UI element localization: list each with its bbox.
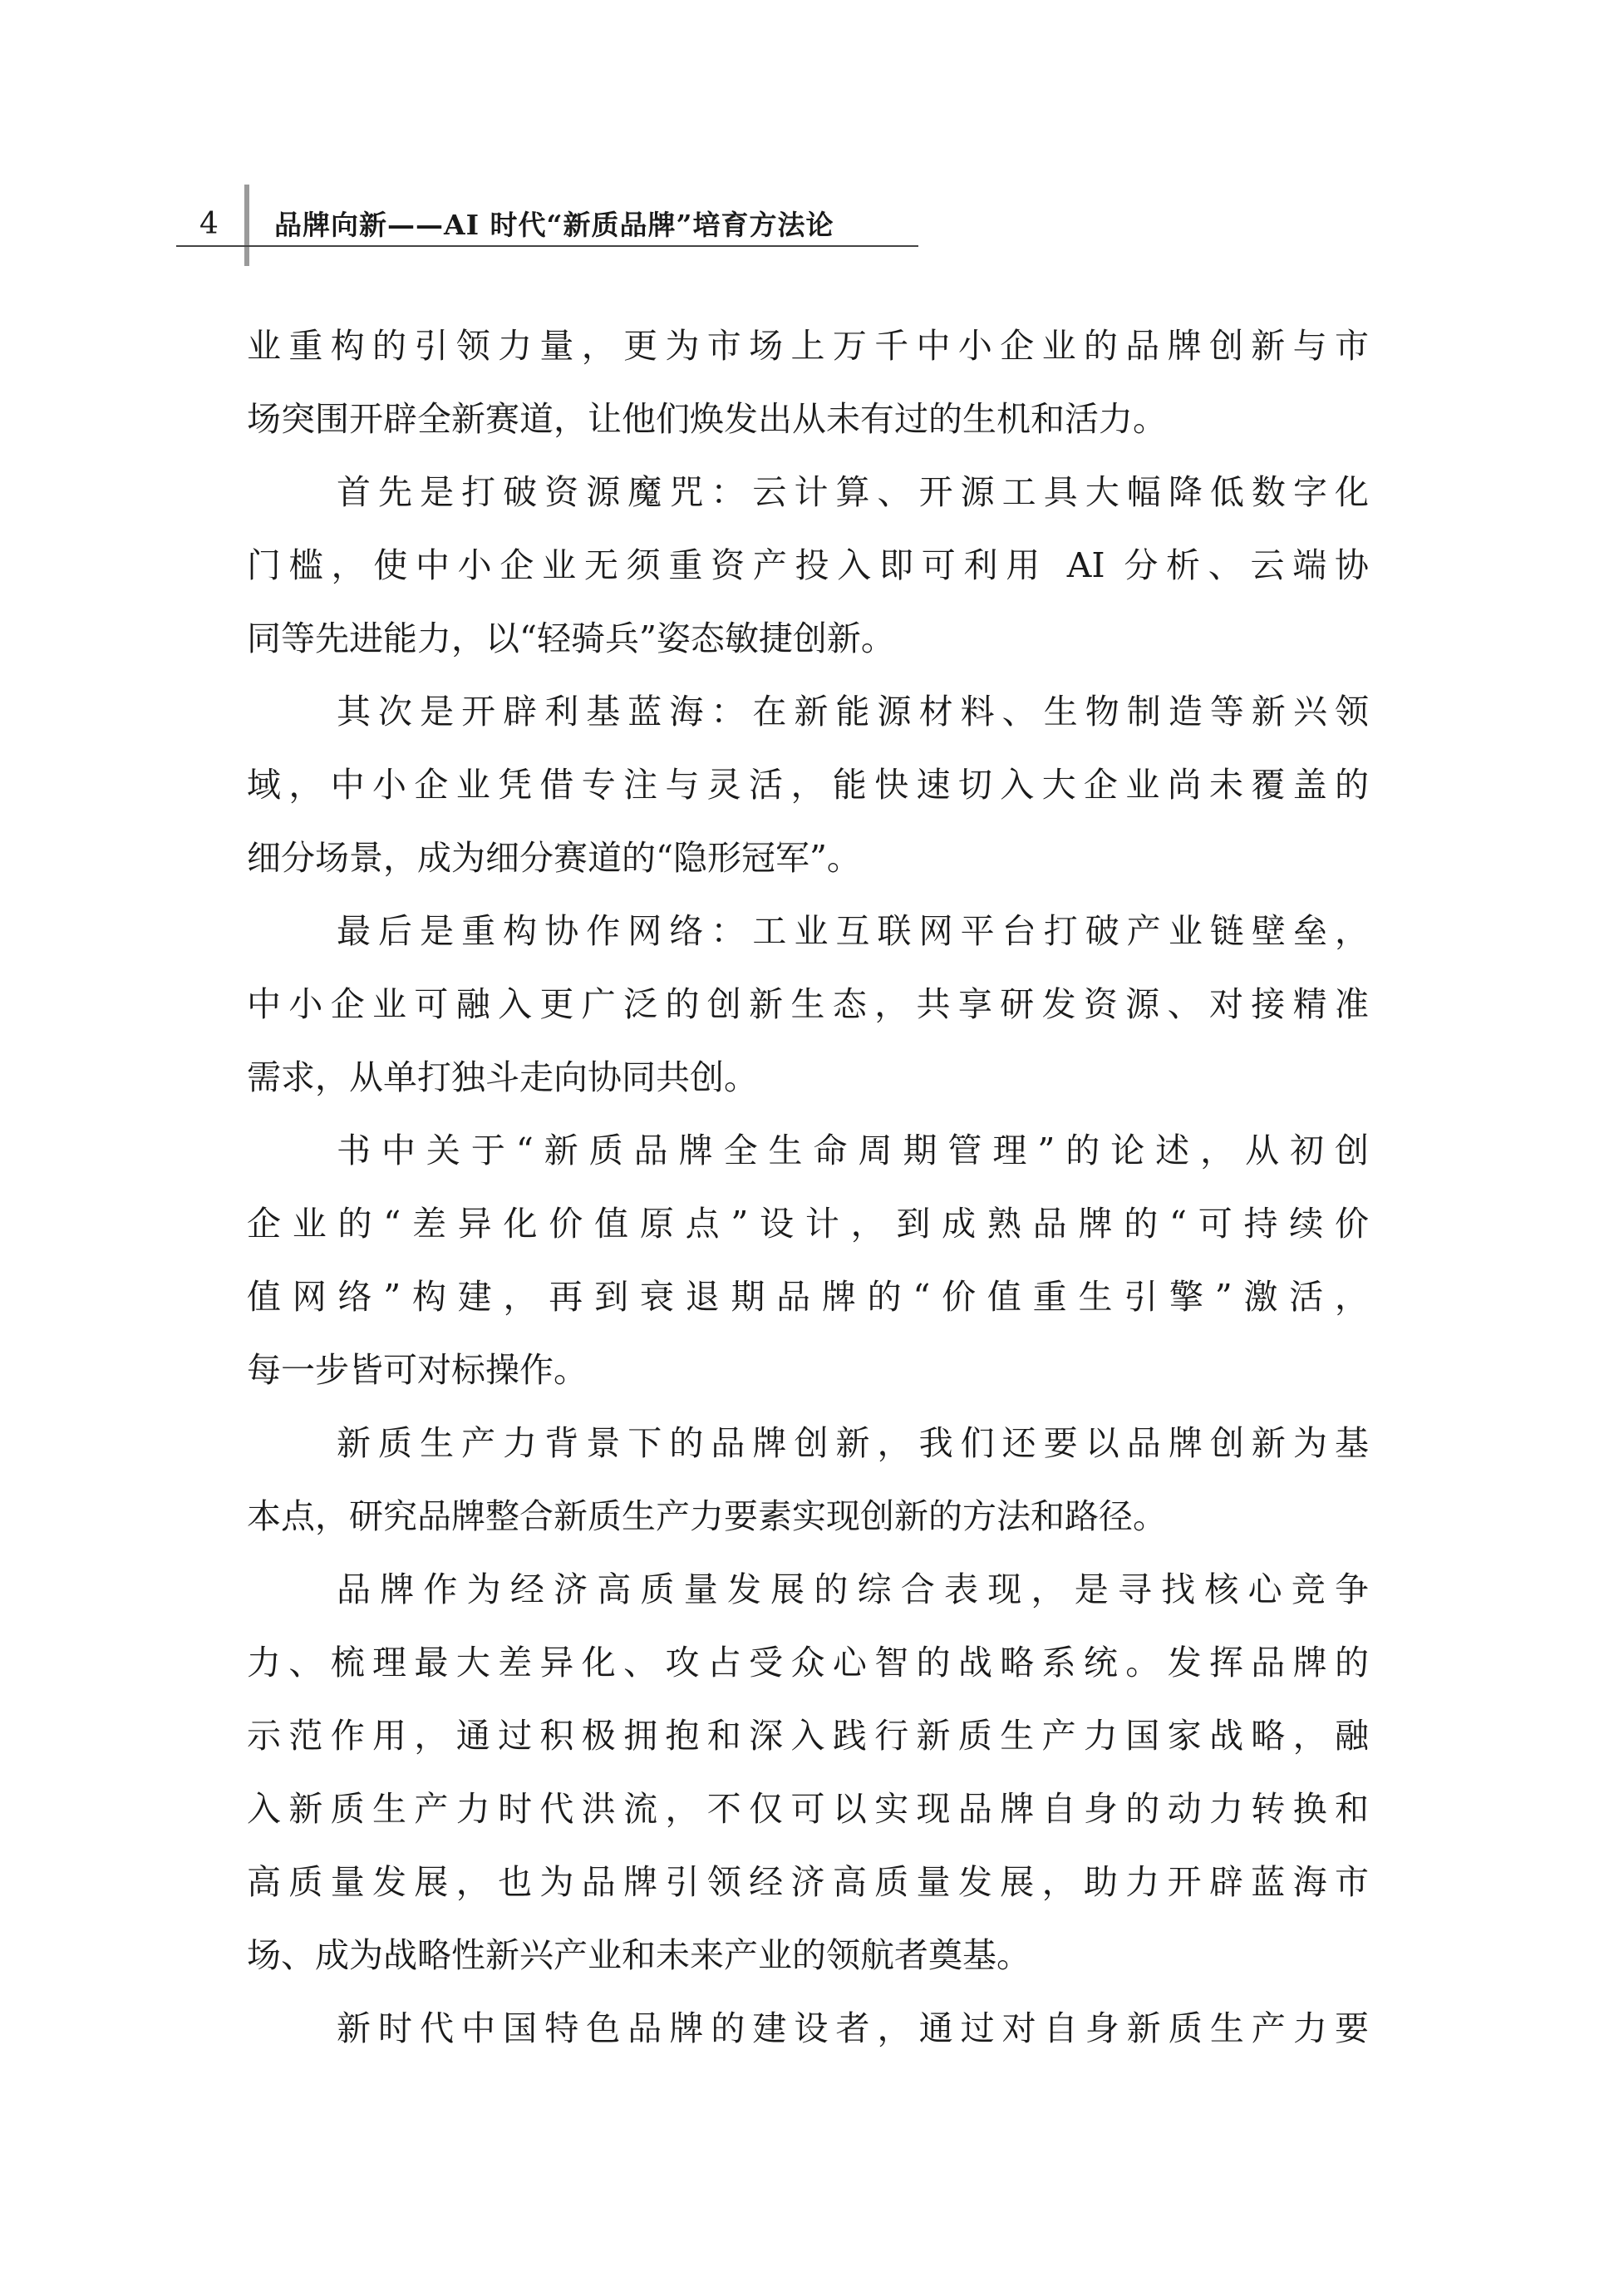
header-rule <box>176 245 918 247</box>
text-line: 书中关于“新质品牌全生命周期管理”的论述，从初创 <box>337 1131 1369 1170</box>
text-line: 细分场景，成为细分赛道的“隐形冠军”。 <box>247 838 861 878</box>
text-line: 同等先进能力，以“轻骑兵”姿态敏捷创新。 <box>247 618 895 658</box>
text-line: 场突围开辟全新赛道，让他们焕发出从未有过的生机和活力。 <box>247 399 1167 439</box>
header-divider-bar <box>244 185 249 266</box>
text-line: 其次是开辟利基蓝海：在新能源材料、生物制造等新兴领 <box>337 692 1369 732</box>
text-line: 企业的“差异化价值原点”设计，到成熟品牌的“可持续价 <box>247 1204 1369 1244</box>
text-line: 域，中小企业凭借专注与灵活，能快速切入大企业尚未覆盖的 <box>247 765 1369 805</box>
text-line: 值网络”构建，再到衰退期品牌的“价值重生引擎”激活， <box>247 1277 1369 1317</box>
text-line: 最后是重构协作网络：工业互联网平台打破产业链壁垒， <box>337 911 1369 951</box>
text-line: 入新质生产力时代洪流，不仅可以实现品牌自身的动力转换和 <box>247 1789 1369 1829</box>
text-line: 品牌作为经济高质量发展的综合表现，是寻找核心竞争 <box>337 1569 1369 1609</box>
text-line: 需求，从单打独斗走向协同共创。 <box>247 1057 758 1097</box>
page-header <box>176 181 918 266</box>
text-line: 力、梳理最大差异化、攻占受众心智的战略系统。发挥品牌的 <box>247 1643 1369 1683</box>
text-line: 新时代中国特色品牌的建设者，通过对自身新质生产力要 <box>337 2008 1369 2048</box>
running-title: 品牌向新——AI 时代“新质品牌”培育方法论 <box>274 209 834 241</box>
text-line: 业重构的引领力量，更为市场上万千中小企业的品牌创新与市 <box>247 326 1369 366</box>
text-line: 门槛，使中小企业无须重资产投入即可利用 AI 分析、云端协 <box>247 545 1369 585</box>
text-line: 每一步皆可对标操作。 <box>247 1350 588 1390</box>
body-text <box>247 309 1369 2065</box>
text-line: 新质生产力背景下的品牌创新，我们还要以品牌创新为基 <box>337 1423 1369 1463</box>
text-line: 示范作用，通过积极拥抱和深入践行新质生产力国家战略，融 <box>247 1716 1369 1756</box>
page-number: 4 <box>199 207 219 241</box>
text-line: 本点，研究品牌整合新质生产力要素实现创新的方法和路径。 <box>247 1496 1167 1536</box>
text-line: 高质量发展，也为品牌引领经济高质量发展，助力开辟蓝海市 <box>247 1862 1369 1902</box>
text-line: 首先是打破资源魔咒：云计算、开源工具大幅降低数字化 <box>337 472 1369 512</box>
text-line: 中小企业可融入更广泛的创新生态，共享研发资源、对接精准 <box>247 984 1369 1024</box>
text-line: 场、成为战略性新兴产业和未来产业的领航者奠基。 <box>247 1935 1031 1975</box>
